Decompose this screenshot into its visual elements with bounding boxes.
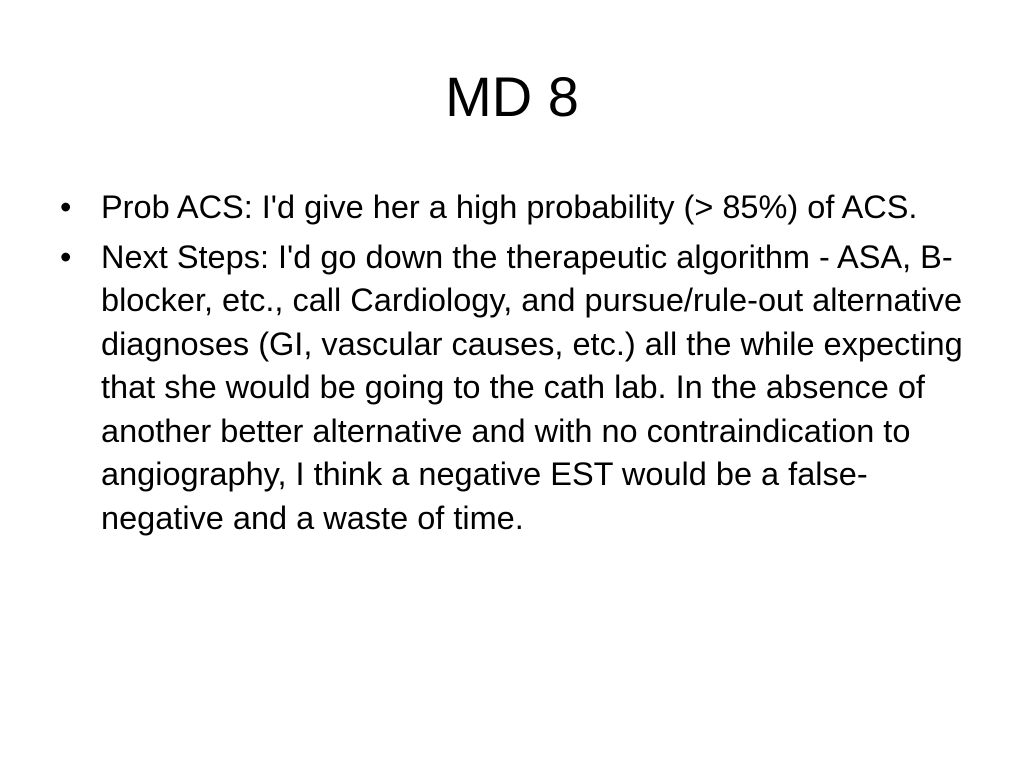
slide-title: MD 8 — [445, 65, 579, 128]
bullet-list — [60, 186, 975, 546]
bullet-item-next-steps — [60, 236, 975, 541]
bullet-text: Next Steps: I'd go down the therapeutic algorithm - ASA, B-blocker, etc., call Cardiology, and pursue/rule-out alternative diagnoses (GI, vascular causes, etc.) all the while expecting that she would be going to the cath lab. In the absence of another better alternative and with no contraindication to angiography, I think a negative EST would be a false-negative and a waste of time. — [101, 238, 963, 536]
bullet-text: Prob ACS: I'd give her a high probability (> 85%) of ACS. — [101, 189, 918, 225]
bullet-marker: • — [60, 189, 72, 225]
bullet-marker: • — [60, 238, 72, 275]
bullet-item-prob-acs — [60, 186, 975, 230]
